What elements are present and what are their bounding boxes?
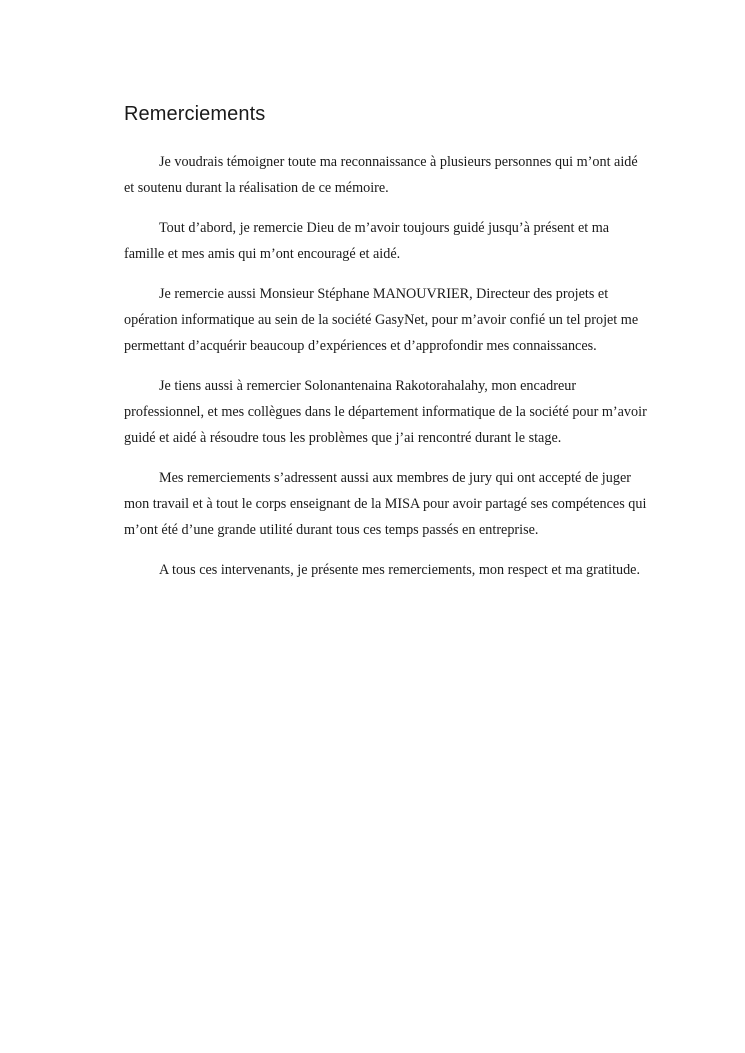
document-body (124, 100, 648, 597)
paragraph-director: Je remercie aussi Monsieur Stéphane MANOUVRIER, Directeur des projets et opération informatique au sein de la société GasyNet, pour m’avoir confié un tel projet me permettant d’acquérir beaucoup d’expériences et d’approfondir mes connaissances. (124, 286, 639, 354)
paragraph-family: Tout d’abord, je remercie Dieu de m’avoir toujours guidé jusqu’à présent et ma famille et mes amis qui m’ont encouragé et aidé. (124, 220, 610, 262)
page-title: Remerciements (124, 103, 266, 125)
paragraph-closing: A tous ces intervenants, je présente mes remerciements, mon respect et ma gratitude. (159, 562, 641, 578)
paragraph-intro: Je voudrais témoigner toute ma reconnaissance à plusieurs personnes qui m’ont aidé et soutenu durant la réalisation de ce mémoire. (124, 154, 638, 196)
paragraph-jury: Mes remerciements s’adressent aussi aux membres de jury qui ont accepté de juger mon travail et à tout le corps enseignant de la MISA pour avoir partagé ses compétences qui m’ont été d’une grande utilité durant tous ces temps passés en entreprise. (124, 470, 647, 538)
paragraph-supervisor: Je tiens aussi à remercier Solonantenaina Rakotorahalahy, mon encadreur professionnel, et mes collègues dans le département informatique de la société pour m’avoir guidé et aidé à résoudre tous les problèmes que j’ai rencontré durant le stage. (124, 378, 647, 446)
